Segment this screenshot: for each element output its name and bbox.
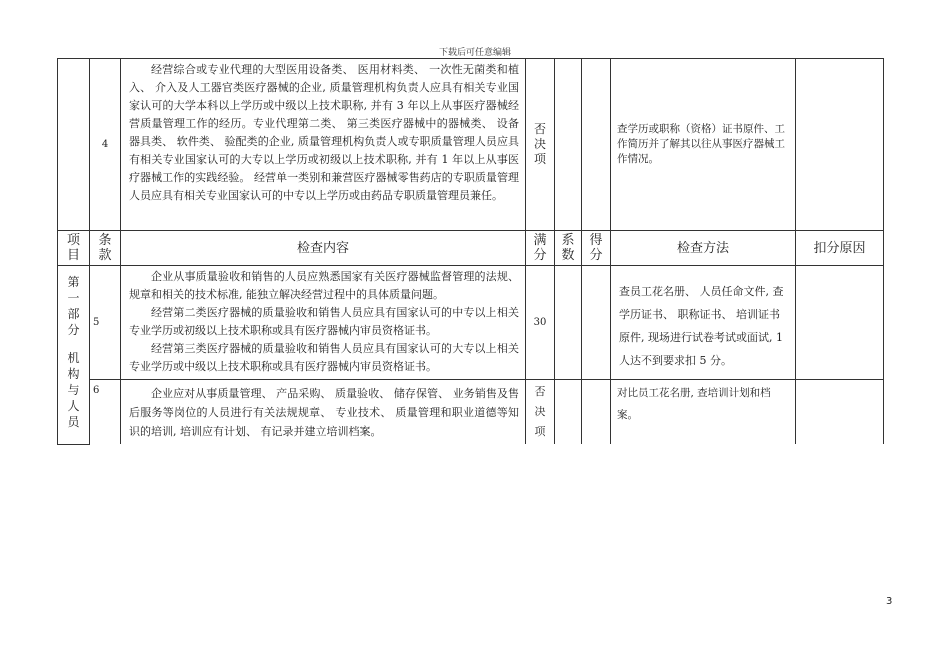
header-full-line: 满	[533, 233, 547, 248]
header-full-line: 分	[533, 248, 547, 263]
watermark-text: 下载后可任意编辑	[438, 48, 511, 58]
section-char: 构	[67, 367, 80, 381]
check-method: 查员工花名册、 人员任命文件, 查学历证书、 职称证书、 培训证书原件, 现场进行试卷考试或面试, 1 人达不到要求扣 5 分。	[611, 266, 796, 380]
content-paragraph: 经营第二类医疗器械的质量验收和销售人员应具有国家认可的中专以上相关专业学历或初级以上技术职称或具有医疗器械内审员资格证书。	[129, 306, 519, 337]
header-full-score	[526, 231, 555, 266]
content-paragraph: 经营第三类医疗器械的质量验收和销售人员应具有国家认可的大专以上相关专业学历或中级以上技术职称或具有医疗器械内审员资格证书。	[129, 342, 519, 373]
deduction-cell	[796, 380, 884, 445]
coefficient-cell	[555, 380, 582, 445]
check-method: 对比员工花名册, 查培训计划和档案。	[611, 380, 796, 445]
header-item-line: 项	[66, 233, 80, 248]
section-char: 与	[67, 383, 80, 397]
full-score-line: 否	[534, 385, 546, 398]
inspection-table	[57, 58, 884, 445]
header-coef-line: 系	[561, 233, 575, 248]
header-score	[582, 231, 611, 266]
full-score-line: 决	[533, 137, 546, 151]
header-item	[58, 231, 90, 266]
full-score: 30	[526, 266, 555, 380]
check-content	[121, 380, 526, 445]
section-char: 员	[67, 415, 80, 429]
full-score	[526, 380, 555, 445]
header-coef-line: 数	[561, 248, 575, 263]
header-clause	[90, 231, 121, 266]
clause-number: 5	[90, 266, 121, 380]
full-score-line: 项	[534, 425, 546, 438]
table-row	[58, 380, 884, 445]
coefficient-cell	[555, 59, 582, 231]
section-char: 分	[67, 323, 80, 337]
section-label	[58, 266, 90, 445]
header-deduction: 扣分原因	[796, 231, 884, 266]
header-clause-line: 款	[98, 248, 112, 263]
section-char: 人	[67, 399, 80, 413]
table-row	[58, 59, 884, 231]
coefficient-cell	[555, 266, 582, 380]
table-row	[58, 266, 884, 380]
page-number: 3	[886, 596, 893, 607]
score-cell	[582, 266, 611, 380]
deduction-cell	[796, 59, 884, 231]
section-char: 机	[67, 351, 80, 365]
full-score-line: 决	[534, 405, 546, 418]
content-paragraph: 企业应对从事质量管理、 产品采购、 质量验收、 储存保管、 业务销售及售后服务等岗位的人员进行有关法规规章、 专业技术、 质量管理和职业道德等知识的培训, 培训应有计划、 有记录并建立培训档案。	[129, 387, 519, 438]
section-cell	[58, 59, 90, 231]
table-header-row	[58, 231, 884, 266]
clause-number: 6	[90, 380, 121, 445]
check-content	[121, 59, 526, 231]
content-paragraph: 经营综合或专业代理的大型医用设备类、 医用材料类、 一次性无菌类和植入、 介入及人工器官类医疗器械的企业, 质量管理机构负责人应具有相关专业国家认可的大学本科以上学历或中级以上技术职称, 并有 3 年以上从事医疗器械经营质量管理工作的经历。专业代理第二类、 第三类医疗器械中的器械类、 设备器具类、 软件类、 验配类的企业, 质量管理机构负责人或专职质量管理人员应具有相关专业国家认可的大专以上学历或初级以上技术职称, 并有 1 年以上从事医疗器械工作的实践经验。 经营单一类别和兼营医疗器械零售药店的专职质量管理人员应具有相关专业国家认可的中专以上学历或由药品专职质量管理员兼任。	[129, 63, 519, 202]
check-method: 查学历或职称（资格）证书原件、工作简历并了解其以往从事医疗器械工作情况。	[611, 59, 796, 231]
check-content	[121, 266, 526, 380]
section-char: 第	[67, 275, 80, 289]
section-gap	[58, 338, 89, 350]
header-content: 检查内容	[121, 231, 526, 266]
header-score-line: 得	[589, 233, 603, 248]
full-score-line: 项	[533, 152, 546, 166]
clause-number: 4	[90, 59, 121, 231]
score-cell	[582, 59, 611, 231]
section-char: 部	[67, 307, 80, 321]
header-score-line: 分	[589, 248, 603, 263]
score-cell	[582, 380, 611, 445]
header-coefficient	[555, 231, 582, 266]
header-item-line: 目	[66, 248, 80, 263]
deduction-cell	[796, 266, 884, 380]
header-clause-line: 条	[98, 233, 112, 248]
content-paragraph: 企业从事质量验收和销售的人员应熟悉国家有关医疗器械监督管理的法规、 规章和相关的技术标准, 能独立解决经营过程中的具体质量问题。	[129, 270, 519, 301]
full-score	[526, 59, 555, 231]
full-score-line: 否	[533, 122, 546, 136]
header-method: 检查方法	[611, 231, 796, 266]
section-char: 一	[67, 291, 80, 305]
